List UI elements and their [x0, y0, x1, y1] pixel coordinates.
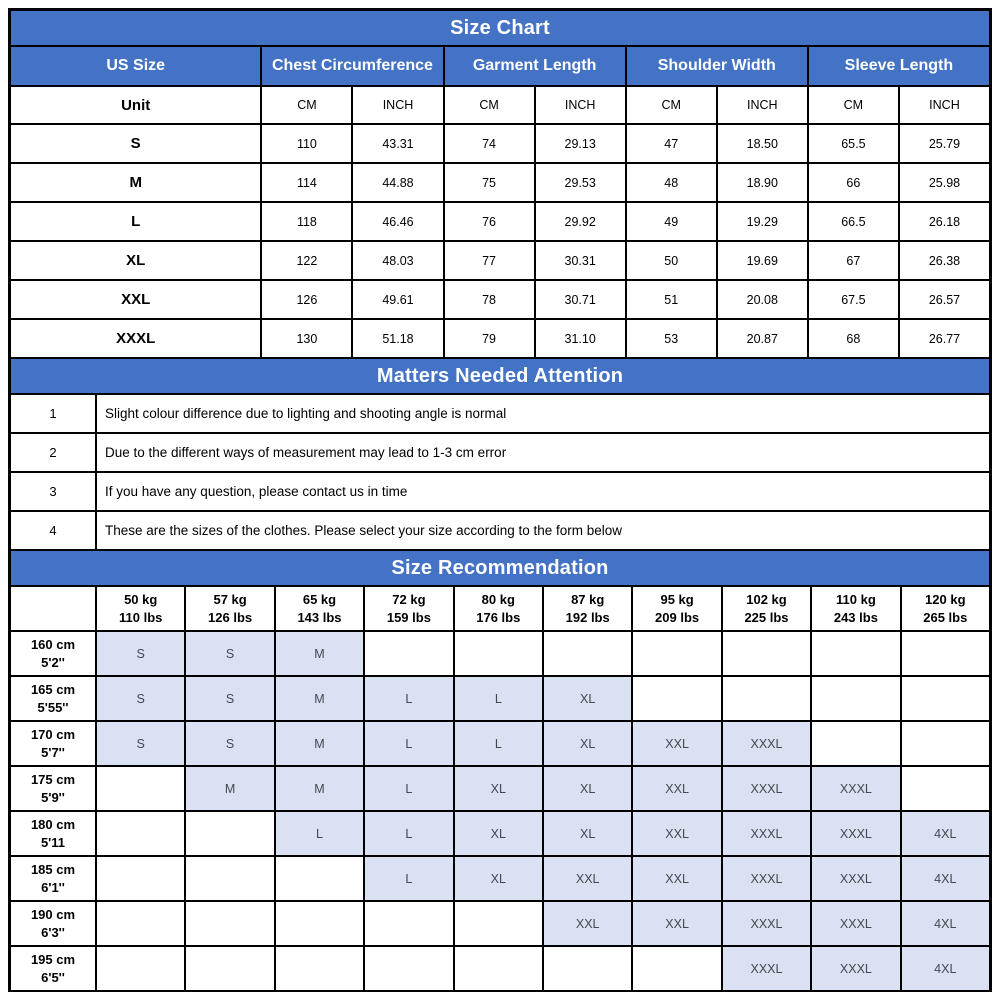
recommended-size-cell: L	[365, 857, 452, 900]
recommended-size-cell: S	[97, 677, 184, 720]
weight-lbs: 192 lbs	[565, 609, 610, 625]
recommended-size-cell	[633, 947, 720, 990]
weight-kg: 72 kg	[392, 591, 426, 607]
column-header-us-size: US Size	[11, 47, 260, 85]
recommended-size-cell: M	[276, 767, 363, 810]
recommended-size-cell: XL	[455, 767, 542, 810]
measurement-value: 49	[627, 203, 716, 240]
weight-kg: 102 kg	[746, 591, 787, 607]
recommended-size-cell	[186, 857, 273, 900]
recommended-size-cell	[902, 677, 989, 720]
recommended-size-cell: XXXL	[723, 947, 810, 990]
recommended-size-cell	[365, 632, 452, 675]
recommended-size-cell: XL	[544, 812, 631, 855]
recommendation-row	[11, 857, 989, 900]
size-name: XL	[11, 242, 260, 279]
size-table-row	[11, 281, 989, 318]
height-cm: 195 cm	[30, 951, 76, 967]
measurement-value: 20.87	[718, 320, 807, 357]
unit-cell: CM	[627, 87, 716, 123]
recommended-size-cell: XXL	[544, 902, 631, 945]
note-number: 3	[11, 473, 95, 510]
measurement-value: 76	[445, 203, 534, 240]
weight-kg: 80 kg	[481, 591, 515, 607]
measurement-value: 66	[809, 164, 898, 201]
unit-cell: INCH	[718, 87, 807, 123]
recommended-size-cell: 4XL	[902, 902, 989, 945]
recommended-size-cell: M	[276, 632, 363, 675]
height-ft: 5'9''	[41, 789, 65, 805]
note-number: 2	[11, 434, 95, 471]
weight-lbs: 209 lbs	[655, 609, 700, 625]
measurement-value: 20.08	[718, 281, 807, 318]
weight-header-cell	[97, 587, 184, 630]
note-text: Slight colour difference due to lighting and shooting angle is normal	[97, 395, 989, 432]
recommended-size-cell: XXXL	[812, 947, 899, 990]
measurement-value: 26.77	[900, 320, 989, 357]
weight-header-cell	[633, 587, 720, 630]
recommended-size-cell: L	[365, 767, 452, 810]
recommended-size-cell: 4XL	[902, 947, 989, 990]
attention-note-row	[11, 473, 989, 510]
weight-kg: 87 kg	[571, 591, 605, 607]
unit-row	[11, 87, 989, 123]
measurement-value: 79	[445, 320, 534, 357]
height-cm: 190 cm	[30, 906, 76, 922]
measurement-value: 67.5	[809, 281, 898, 318]
recommended-size-cell	[97, 767, 184, 810]
height-label	[11, 902, 95, 945]
measurement-value: 18.90	[718, 164, 807, 201]
attention-note-row	[11, 395, 989, 432]
weight-header-cell	[276, 587, 363, 630]
height-label	[11, 722, 95, 765]
recommended-size-cell: XXXL	[723, 902, 810, 945]
weight-kg: 65 kg	[302, 591, 337, 607]
recommended-size-cell: L	[365, 722, 452, 765]
size-name: M	[11, 164, 260, 201]
measurement-value: 30.71	[536, 281, 625, 318]
weight-header-cell	[902, 587, 989, 630]
measurement-value: 118	[262, 203, 351, 240]
weight-kg: 57 kg	[213, 591, 247, 607]
height-cm: 180 cm	[30, 816, 76, 832]
measurement-value: 19.69	[718, 242, 807, 279]
measurement-value: 78	[445, 281, 534, 318]
recommended-size-cell	[97, 812, 184, 855]
recommended-size-cell: XXL	[633, 722, 720, 765]
recommended-size-cell: XXXL	[812, 767, 899, 810]
size-name: L	[11, 203, 260, 240]
height-label	[11, 632, 95, 675]
measurement-value: 26.38	[900, 242, 989, 279]
recommendation-row	[11, 767, 989, 810]
recommended-size-cell	[812, 632, 899, 675]
height-label	[11, 812, 95, 855]
recommended-size-cell	[97, 857, 184, 900]
unit-label: Unit	[11, 87, 260, 123]
measurement-value: 29.13	[536, 125, 625, 162]
recommended-size-cell: L	[455, 677, 542, 720]
size-name: S	[11, 125, 260, 162]
weight-kg: 50 kg	[124, 591, 158, 607]
recommended-size-cell: L	[365, 812, 452, 855]
unit-cell: INCH	[900, 87, 989, 123]
corner-cell	[11, 587, 95, 630]
recommended-size-cell	[186, 902, 273, 945]
recommended-size-cell: M	[276, 677, 363, 720]
weight-header-cell	[812, 587, 899, 630]
recommended-size-cell: XXXL	[812, 857, 899, 900]
weight-header-row	[11, 587, 989, 630]
weight-kg: 120 kg	[925, 591, 966, 607]
size-table-row	[11, 203, 989, 240]
recommended-size-cell: XL	[544, 677, 631, 720]
measurement-value: 18.50	[718, 125, 807, 162]
weight-lbs: 159 lbs	[386, 609, 431, 625]
recommended-size-cell: XXL	[633, 857, 720, 900]
recommended-size-cell: XL	[455, 812, 542, 855]
recommended-size-cell	[186, 812, 273, 855]
recommended-size-cell	[902, 632, 989, 675]
measurement-value: 114	[262, 164, 351, 201]
recommended-size-cell	[97, 947, 184, 990]
measurement-value: 53	[627, 320, 716, 357]
recommended-size-cell: XXL	[633, 767, 720, 810]
recommended-size-cell	[365, 902, 452, 945]
recommended-size-cell: S	[186, 722, 273, 765]
height-ft: 5'55''	[37, 699, 69, 715]
recommended-size-cell	[455, 632, 542, 675]
measurement-value: 48.03	[353, 242, 442, 279]
column-header-sleeve-length: Sleeve Length	[809, 47, 989, 85]
recommended-size-cell: XXL	[633, 902, 720, 945]
recommended-size-cell: S	[97, 632, 184, 675]
recommended-size-cell	[276, 902, 363, 945]
recommended-size-cell	[723, 677, 810, 720]
recommended-size-cell	[97, 902, 184, 945]
weight-lbs: 143 lbs	[297, 609, 342, 625]
recommended-size-cell: XXXL	[812, 812, 899, 855]
recommendation-title: Size Recommendation	[11, 551, 989, 585]
recommended-size-cell	[902, 722, 989, 765]
measurement-value: 68	[809, 320, 898, 357]
measurement-value: 66.5	[809, 203, 898, 240]
measurement-value: 26.18	[900, 203, 989, 240]
note-number: 1	[11, 395, 95, 432]
height-cm: 175 cm	[30, 771, 76, 787]
recommended-size-cell: S	[97, 722, 184, 765]
size-chart-header-row	[11, 47, 989, 85]
weight-lbs: 225 lbs	[744, 609, 789, 625]
measurement-value: 26.57	[900, 281, 989, 318]
weight-header-cell	[186, 587, 273, 630]
recommended-size-cell: M	[186, 767, 273, 810]
unit-cell: CM	[262, 87, 351, 123]
size-table-row	[11, 125, 989, 162]
height-label	[11, 857, 95, 900]
weight-header-cell	[723, 587, 810, 630]
weight-lbs: 176 lbs	[476, 609, 521, 625]
recommended-size-cell	[723, 632, 810, 675]
height-label	[11, 947, 95, 990]
height-ft: 5'7''	[41, 744, 65, 760]
recommended-size-cell: L	[276, 812, 363, 855]
measurement-value: 77	[445, 242, 534, 279]
height-ft: 6'5''	[41, 969, 65, 985]
measurement-value: 31.10	[536, 320, 625, 357]
note-text: If you have any question, please contact us in time	[97, 473, 989, 510]
recommended-size-cell	[902, 767, 989, 810]
recommended-size-cell: S	[186, 677, 273, 720]
size-chart-sheet	[8, 8, 992, 992]
height-label	[11, 767, 95, 810]
recommended-size-cell: XL	[455, 857, 542, 900]
weight-lbs: 110 lbs	[119, 609, 163, 625]
unit-cell: INCH	[536, 87, 625, 123]
measurement-value: 19.29	[718, 203, 807, 240]
measurement-value: 47	[627, 125, 716, 162]
weight-kg: 110 kg	[836, 591, 876, 607]
size-table-row	[11, 320, 989, 357]
note-text: Due to the different ways of measurement may lead to 1-3 cm error	[97, 434, 989, 471]
weight-lbs: 126 lbs	[208, 609, 253, 625]
weight-header-cell	[365, 587, 452, 630]
recommended-size-cell	[633, 677, 720, 720]
measurement-value: 29.92	[536, 203, 625, 240]
unit-cell: CM	[809, 87, 898, 123]
size-table-row	[11, 242, 989, 279]
height-cm: 170 cm	[30, 726, 76, 742]
measurement-value: 75	[445, 164, 534, 201]
recommended-size-cell	[812, 677, 899, 720]
height-cm: 160 cm	[30, 636, 76, 652]
size-name: XXL	[11, 281, 260, 318]
note-text: These are the sizes of the clothes. Please select your size according to the form below	[97, 512, 989, 549]
recommendation-row	[11, 722, 989, 765]
recommended-size-cell: XXL	[544, 857, 631, 900]
unit-cell: CM	[445, 87, 534, 123]
measurement-value: 46.46	[353, 203, 442, 240]
measurement-value: 29.53	[536, 164, 625, 201]
attention-note-row	[11, 512, 989, 549]
recommended-size-cell	[812, 722, 899, 765]
recommended-size-cell	[276, 947, 363, 990]
measurement-value: 74	[445, 125, 534, 162]
size-name: XXXL	[11, 320, 260, 357]
measurement-value: 51	[627, 281, 716, 318]
attention-title: Matters Needed Attention	[11, 359, 989, 393]
measurement-value: 65.5	[809, 125, 898, 162]
measurement-value: 50	[627, 242, 716, 279]
recommendation-row	[11, 812, 989, 855]
recommendation-row	[11, 632, 989, 675]
measurement-value: 48	[627, 164, 716, 201]
recommended-size-cell: XXL	[633, 812, 720, 855]
note-number: 4	[11, 512, 95, 549]
recommended-size-cell	[455, 902, 542, 945]
attention-note-row	[11, 434, 989, 471]
weight-lbs: 243 lbs	[833, 609, 878, 625]
recommended-size-cell: 4XL	[902, 857, 989, 900]
recommended-size-cell: XXXL	[812, 902, 899, 945]
recommended-size-cell	[365, 947, 452, 990]
recommended-size-cell	[186, 947, 273, 990]
weight-lbs: 265 lbs	[923, 609, 968, 625]
column-header-shoulder-width: Shoulder Width	[627, 47, 807, 85]
measurement-value: 122	[262, 242, 351, 279]
recommended-size-cell: L	[455, 722, 542, 765]
recommended-size-cell: XXXL	[723, 812, 810, 855]
size-table-row	[11, 164, 989, 201]
recommendation-row	[11, 677, 989, 720]
measurement-value: 110	[262, 125, 351, 162]
measurement-value: 49.61	[353, 281, 442, 318]
recommended-size-cell: XXXL	[723, 722, 810, 765]
recommended-size-cell	[276, 857, 363, 900]
recommended-size-cell: L	[365, 677, 452, 720]
height-ft: 5'2''	[41, 654, 65, 670]
weight-header-cell	[455, 587, 542, 630]
column-header-chest: Chest Circumference	[262, 47, 442, 85]
measurement-value: 67	[809, 242, 898, 279]
recommended-size-cell	[544, 947, 631, 990]
height-ft: 6'1''	[41, 879, 65, 895]
recommended-size-cell	[455, 947, 542, 990]
recommended-size-cell: S	[186, 632, 273, 675]
weight-header-cell	[544, 587, 631, 630]
unit-cell: INCH	[353, 87, 442, 123]
column-header-garment-length: Garment Length	[445, 47, 625, 85]
height-ft: 6'3''	[41, 924, 65, 940]
measurement-value: 44.88	[353, 164, 442, 201]
measurement-value: 130	[262, 320, 351, 357]
recommended-size-cell	[544, 632, 631, 675]
measurement-value: 51.18	[353, 320, 442, 357]
recommendation-row	[11, 947, 989, 990]
measurement-value: 30.31	[536, 242, 625, 279]
recommended-size-cell: XXXL	[723, 857, 810, 900]
measurement-value: 43.31	[353, 125, 442, 162]
height-label	[11, 677, 95, 720]
recommended-size-cell: M	[276, 722, 363, 765]
recommended-size-cell: 4XL	[902, 812, 989, 855]
recommendation-row	[11, 902, 989, 945]
height-cm: 185 cm	[30, 861, 76, 877]
height-cm: 165 cm	[30, 681, 76, 697]
size-chart-title: Size Chart	[11, 11, 989, 45]
recommended-size-cell: XL	[544, 767, 631, 810]
height-ft: 5'11	[40, 834, 66, 850]
recommended-size-cell: XXXL	[723, 767, 810, 810]
measurement-value: 126	[262, 281, 351, 318]
measurement-value: 25.79	[900, 125, 989, 162]
weight-kg: 95 kg	[660, 591, 694, 607]
measurement-value: 25.98	[900, 164, 989, 201]
recommended-size-cell: XL	[544, 722, 631, 765]
recommended-size-cell	[633, 632, 720, 675]
